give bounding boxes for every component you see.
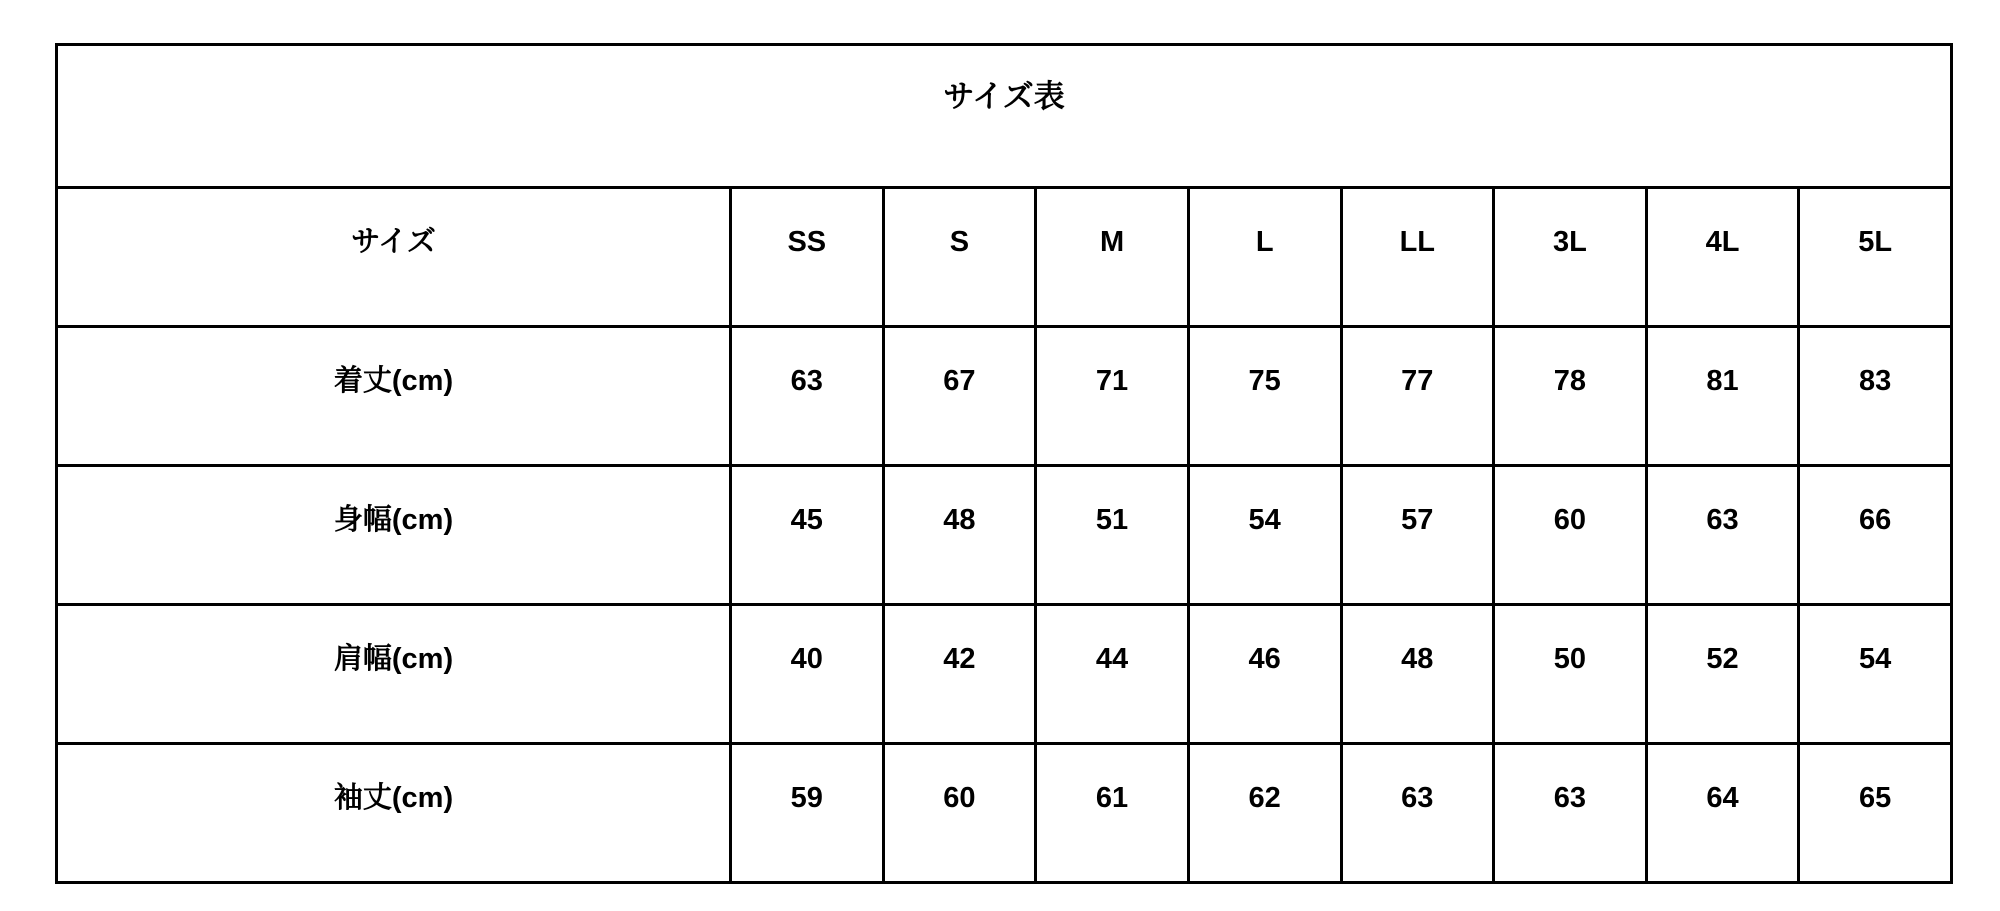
value-cell: 57 <box>1340 467 1493 603</box>
value-cell: 54 <box>1797 606 1950 742</box>
row-label: 肩幅(cm) <box>333 642 454 675</box>
value-cell: 83 <box>1797 328 1950 464</box>
row-label: 着丈(cm) <box>333 364 454 397</box>
value-cell: 51 <box>1034 467 1187 603</box>
value-cell: 60 <box>1492 467 1645 603</box>
row-label: 身幅(cm) <box>333 503 454 536</box>
header-cell-3l: 3L <box>1492 189 1645 325</box>
value-cell: 50 <box>1492 606 1645 742</box>
title-row <box>58 46 1950 186</box>
value-cell: 46 <box>1187 606 1340 742</box>
header-label-size: サイズ <box>351 225 436 258</box>
header-cell-m: M <box>1034 189 1187 325</box>
value-cell: 45 <box>729 467 882 603</box>
value-cell: 40 <box>729 606 882 742</box>
value-cell: 63 <box>1340 745 1493 881</box>
value-cell: 75 <box>1187 328 1340 464</box>
value-cell: 64 <box>1645 745 1798 881</box>
header-cell-l: L <box>1187 189 1340 325</box>
value-cell: 48 <box>882 467 1035 603</box>
value-cell: 42 <box>882 606 1035 742</box>
table-row-shoulder-width <box>58 603 1950 742</box>
value-cell: 52 <box>1645 606 1798 742</box>
header-cell-5l: 5L <box>1797 189 1950 325</box>
value-cell: 66 <box>1797 467 1950 603</box>
table-row-body-width <box>58 464 1950 603</box>
value-cell: 71 <box>1034 328 1187 464</box>
value-cell: 81 <box>1645 328 1798 464</box>
value-cell: 44 <box>1034 606 1187 742</box>
header-row <box>58 186 1950 325</box>
value-cell: 63 <box>1645 467 1798 603</box>
value-cell: 67 <box>882 328 1035 464</box>
header-cell-s: S <box>882 189 1035 325</box>
table-title: サイズ表 <box>943 78 1065 114</box>
value-cell: 61 <box>1034 745 1187 881</box>
header-cell-ll: LL <box>1340 189 1493 325</box>
header-cell-ss: SS <box>729 189 882 325</box>
value-cell: 65 <box>1797 745 1950 881</box>
row-label: 袖丈(cm) <box>333 781 454 814</box>
value-cell: 78 <box>1492 328 1645 464</box>
header-cell-4l: 4L <box>1645 189 1798 325</box>
value-cell: 48 <box>1340 606 1493 742</box>
value-cell: 63 <box>1492 745 1645 881</box>
table-row-sleeve-length <box>58 742 1950 881</box>
value-cell: 77 <box>1340 328 1493 464</box>
value-cell: 54 <box>1187 467 1340 603</box>
value-cell: 62 <box>1187 745 1340 881</box>
value-cell: 59 <box>729 745 882 881</box>
table-row-body-length <box>58 325 1950 464</box>
size-chart-table <box>55 43 1953 884</box>
value-cell: 60 <box>882 745 1035 881</box>
value-cell: 63 <box>729 328 882 464</box>
